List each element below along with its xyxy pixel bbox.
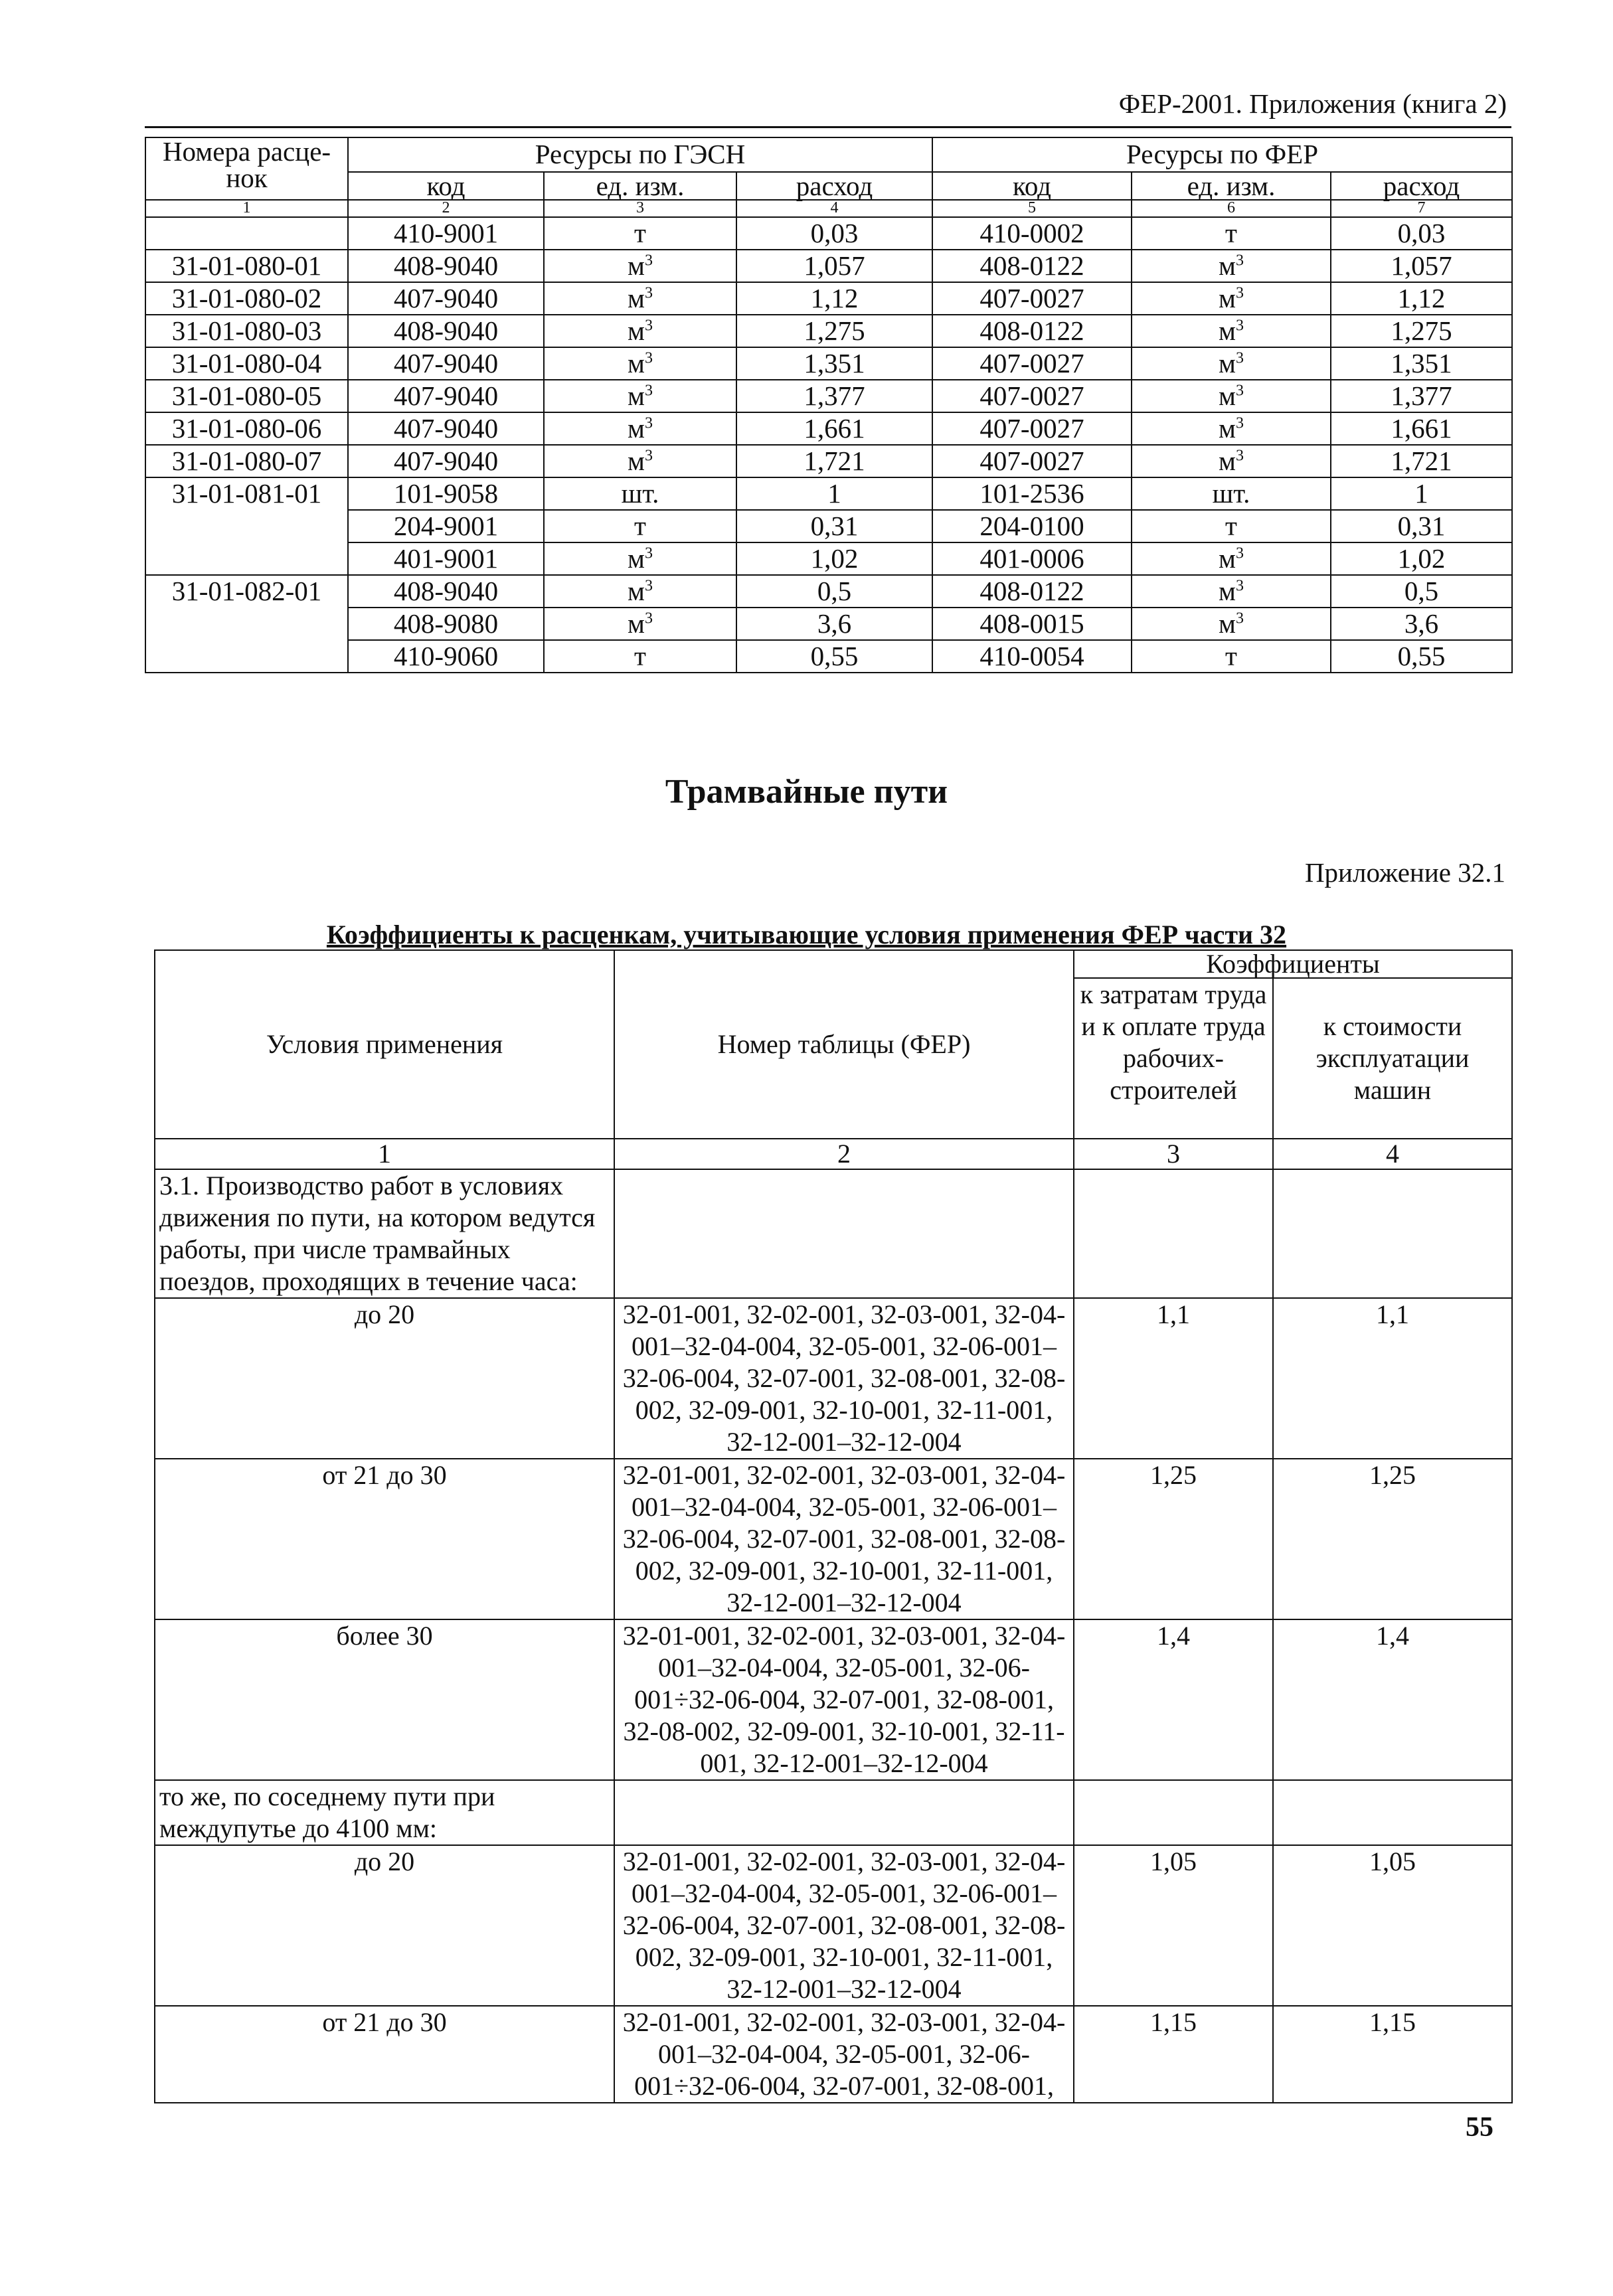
table-cell-rate: [145, 640, 348, 673]
table-cell-rate: 31-01-080-07: [145, 445, 348, 477]
table-cell-fer-qty: 0,03: [1331, 217, 1512, 250]
section-title: Трамвайные пути: [665, 773, 948, 811]
table-cell-fer-unit: $м^3$: [1132, 315, 1331, 347]
table-cell-gesn-unit: $м^3$: [544, 575, 736, 608]
col-number: 4: [1273, 1139, 1512, 1169]
table-cell-condition: до 20: [155, 1845, 614, 2006]
table-cell-gesn-qty: 1,377: [736, 380, 932, 412]
table-cell-gesn-qty: 0,03: [736, 217, 932, 250]
table-row: [145, 542, 1512, 575]
table-cell-rate: 31-01-080-03: [145, 315, 348, 347]
table-cell-gesn-unit: $м^3$: [544, 347, 736, 380]
table-cell-tables: [614, 1169, 1074, 1298]
table-cell-fer-unit: $м^3$: [1132, 445, 1331, 477]
col-number: 1: [155, 1139, 614, 1169]
table-cell-gesn-unit: $м^3$: [544, 445, 736, 477]
col-number: 2: [614, 1139, 1074, 1169]
header-fer-code: код: [932, 172, 1132, 200]
table-cell-gesn-code: 407-9040: [348, 412, 544, 445]
table-row: [145, 217, 1512, 250]
header-divider: [145, 126, 1511, 128]
table-cell-fer-unit: шт.: [1132, 477, 1331, 510]
table-cell-fer-qty: 1,377: [1331, 380, 1512, 412]
table-cell-gesn-code: 407-9040: [348, 380, 544, 412]
table-cell-fer-code: 408-0015: [932, 608, 1132, 640]
header-fer-unit: ед. изм.: [1132, 172, 1331, 200]
table-cell-k2: 1,15: [1273, 2006, 1512, 2103]
table-cell-gesn-unit: $м^3$: [544, 282, 736, 315]
table-cell-k2: 1,25: [1273, 1459, 1512, 1619]
table-row: [155, 1845, 1512, 2006]
table-cell-rate: 31-01-080-02: [145, 282, 348, 315]
table-cell-fer-unit: $м^3$: [1132, 412, 1331, 445]
header-gesn-consumption: расход: [736, 172, 932, 200]
table-cell-gesn-code: 408-9040: [348, 315, 544, 347]
table-cell-fer-qty: 1,02: [1331, 542, 1512, 575]
table-cell-condition: более 30: [155, 1619, 614, 1780]
table-cell-rate: [145, 217, 348, 250]
table-cell-gesn-code: 407-9040: [348, 282, 544, 315]
table-cell-fer-unit: $м^3$: [1132, 282, 1331, 315]
table-cell-k1: [1074, 1169, 1273, 1298]
table-cell-gesn-unit: $м^3$: [544, 412, 736, 445]
coefficients-table: [154, 949, 1513, 2103]
header-table-number: Номер таблицы (ФЕР): [614, 950, 1074, 1139]
table-row: [155, 1169, 1512, 1298]
table-cell-gesn-unit: $м^3$: [544, 250, 736, 282]
table-row: [155, 1780, 1512, 1845]
table-row: [145, 608, 1512, 640]
table-cell-gesn-qty: 3,6: [736, 608, 932, 640]
table-cell-tables: 32-01-001, 32-02-001, 32-03-001, 32-04-001–32-04-004, 32-05-001, 32-06-001–32-06-004, 32-07-001, 32-08-001, 32-08-002, 32-09-001, 32-10-001, 32-11-001, 32-12-001–32-12-004: [614, 1459, 1074, 1619]
table-cell-gesn-unit: т: [544, 640, 736, 673]
header-coefficients: Коэффициенты: [1074, 950, 1512, 978]
table-cell-fer-unit: $м^3$: [1132, 380, 1331, 412]
table-cell-gesn-qty: 1,661: [736, 412, 932, 445]
table-cell-fer-code: 407-0027: [932, 380, 1132, 412]
table-cell-gesn-code: 401-9001: [348, 542, 544, 575]
table-cell-k1: 1,25: [1074, 1459, 1273, 1619]
table-cell-fer-code: 401-0006: [932, 542, 1132, 575]
table-cell-fer-unit: т: [1132, 640, 1331, 673]
table-row: [145, 380, 1512, 412]
table-cell-fer-unit: $м^3$: [1132, 250, 1331, 282]
table-row: [145, 347, 1512, 380]
table-cell-condition: то же, по соседнему пути при междупутье до 4100 мм:: [155, 1780, 614, 1845]
table-cell-gesn-code: 410-9001: [348, 217, 544, 250]
header-fer-resources: Ресурсы по ФЕР: [932, 137, 1512, 172]
table-cell-fer-unit: $м^3$: [1132, 575, 1331, 608]
table-cell-rate: 31-01-080-06: [145, 412, 348, 445]
table-cell-gesn-qty: 1,057: [736, 250, 932, 282]
table-cell-fer-qty: 1: [1331, 477, 1512, 510]
table-cell-tables: 32-01-001, 32-02-001, 32-03-001, 32-04-001–32-04-004, 32-05-001, 32-06-001÷32-06-004, 32-07-001, 32-08-001, 32-08-002, 32-09-001, 32-10-001, 32-11-001, 32-12-001–32-12-004: [614, 1619, 1074, 1780]
table-cell-rate: [145, 542, 348, 575]
table-row: [145, 640, 1512, 673]
table-cell-fer-qty: 1,275: [1331, 315, 1512, 347]
table-cell-fer-qty: 0,5: [1331, 575, 1512, 608]
col-number: 2: [348, 200, 544, 217]
table-cell-gesn-unit: т: [544, 510, 736, 542]
table-cell-tables: 32-01-001, 32-02-001, 32-03-001, 32-04-001–32-04-004, 32-05-001, 32-06-001–32-06-004, 32-07-001, 32-08-001, 32-08-002, 32-09-001, 32-10-001, 32-11-001, 32-12-001–32-12-004: [614, 1845, 1074, 2006]
col-number: 5: [932, 200, 1132, 217]
table-cell-rate: [145, 510, 348, 542]
table-cell-fer-qty: 0,55: [1331, 640, 1512, 673]
table-cell-gesn-unit: т: [544, 217, 736, 250]
table-cell-gesn-qty: 0,31: [736, 510, 932, 542]
table-cell-gesn-code: 408-9040: [348, 575, 544, 608]
table-row: [155, 1459, 1512, 1619]
header-rate-numbers: Номера расце-нок: [145, 137, 348, 200]
table-cell-fer-code: 408-0122: [932, 575, 1132, 608]
table-cell-condition: от 21 до 30: [155, 2006, 614, 2103]
table-cell-fer-code: 410-0054: [932, 640, 1132, 673]
table-cell-gesn-qty: 1,721: [736, 445, 932, 477]
col-number: 4: [736, 200, 932, 217]
table-cell-tables: 32-01-001, 32-02-001, 32-03-001, 32-04-001–32-04-004, 32-05-001, 32-06-001–32-06-004, 32-07-001, 32-08-001, 32-08-002, 32-09-001, 32-10-001, 32-11-001, 32-12-001–32-12-004: [614, 1298, 1074, 1459]
table-row: [145, 445, 1512, 477]
table-cell-fer-unit: $м^3$: [1132, 347, 1331, 380]
page-number: 55: [1466, 2112, 1493, 2143]
table-cell-gesn-unit: $м^3$: [544, 608, 736, 640]
header-gesn-unit: ед. изм.: [544, 172, 736, 200]
col-number: 3: [1074, 1139, 1273, 1169]
header-fer-consumption: расход: [1331, 172, 1512, 200]
header-gesn-resources: Ресурсы по ГЭСН: [348, 137, 932, 172]
header-gesn-code: код: [348, 172, 544, 200]
table-cell-gesn-code: 410-9060: [348, 640, 544, 673]
table-cell-fer-code: 407-0027: [932, 282, 1132, 315]
table-cell-gesn-code: 407-9040: [348, 347, 544, 380]
table-cell-rate: 31-01-080-05: [145, 380, 348, 412]
table-cell-fer-qty: 1,057: [1331, 250, 1512, 282]
table-caption: Коэффициенты к расценкам, учитывающие условия применения ФЕР части 32: [326, 920, 1287, 949]
table-cell-gesn-qty: 0,55: [736, 640, 932, 673]
table-cell-k2: 1,1: [1273, 1298, 1512, 1459]
resources-table: [145, 137, 1513, 673]
table-cell-k2: 1,4: [1273, 1619, 1512, 1780]
table-row: [145, 282, 1512, 315]
table-cell-gesn-unit: $м^3$: [544, 315, 736, 347]
table-cell-k2: 1,05: [1273, 1845, 1512, 2006]
table-row: [145, 477, 1512, 510]
table-cell-fer-code: 204-0100: [932, 510, 1132, 542]
table-cell-condition: 3.1. Производство работ в условиях движения по пути, на котором ведутся работы, при числе трамвайных поездов, проходящих в течение часа:: [155, 1169, 614, 1298]
appendix-label: Приложение 32.1: [1304, 857, 1505, 888]
table-cell-fer-qty: 1,661: [1331, 412, 1512, 445]
table-cell-k1: 1,1: [1074, 1298, 1273, 1459]
table-cell-gesn-unit: шт.: [544, 477, 736, 510]
table-cell-condition: до 20: [155, 1298, 614, 1459]
header-labor-coefficient: к затратам труда и к оплате труда рабочих-строителей: [1074, 978, 1273, 1139]
table-cell-fer-unit: $м^3$: [1132, 608, 1331, 640]
table-cell-k1: 1,4: [1074, 1619, 1273, 1780]
table-cell-fer-unit: т: [1132, 510, 1331, 542]
table-row: [155, 1298, 1512, 1459]
table-row: [145, 315, 1512, 347]
table-cell-gesn-code: 204-9001: [348, 510, 544, 542]
table-cell-k2: [1273, 1780, 1512, 1845]
table-cell-fer-code: 408-0122: [932, 315, 1132, 347]
table-row: [145, 510, 1512, 542]
table-cell-fer-code: 407-0027: [932, 412, 1132, 445]
table-cell-k1: 1,05: [1074, 1845, 1273, 2006]
table-cell-gesn-unit: $м^3$: [544, 542, 736, 575]
table-cell-fer-unit: т: [1132, 217, 1331, 250]
table-row: [155, 1619, 1512, 1780]
col-number: 7: [1331, 200, 1512, 217]
table-cell-gesn-qty: 1,02: [736, 542, 932, 575]
table-cell-gesn-code: 101-9058: [348, 477, 544, 510]
table-row: [145, 575, 1512, 608]
table-cell-fer-code: 101-2536: [932, 477, 1132, 510]
table-cell-gesn-qty: 1,275: [736, 315, 932, 347]
table-cell-fer-unit: $м^3$: [1132, 542, 1331, 575]
table-cell-rate: 31-01-080-04: [145, 347, 348, 380]
table-cell-gesn-qty: 1,12: [736, 282, 932, 315]
table-cell-fer-qty: 1,12: [1331, 282, 1512, 315]
table-row: [145, 412, 1512, 445]
header-machine-coefficient: к стоимости эксплуатации машин: [1273, 978, 1512, 1139]
table-cell-fer-code: 410-0002: [932, 217, 1132, 250]
table-cell-tables: [614, 1780, 1074, 1845]
col-number: 6: [1132, 200, 1331, 217]
col-number: 1: [145, 200, 348, 217]
col-number: 3: [544, 200, 736, 217]
table-cell-fer-code: 407-0027: [932, 347, 1132, 380]
table-cell-fer-qty: 1,351: [1331, 347, 1512, 380]
table-cell-gesn-code: 408-9080: [348, 608, 544, 640]
table-cell-gesn-qty: 1,351: [736, 347, 932, 380]
header-conditions: Условия применения: [155, 950, 614, 1139]
table-cell-k1: [1074, 1780, 1273, 1845]
table-cell-fer-qty: 3,6: [1331, 608, 1512, 640]
table-cell-gesn-code: 408-9040: [348, 250, 544, 282]
table-cell-gesn-qty: 1: [736, 477, 932, 510]
table-cell-gesn-qty: 0,5: [736, 575, 932, 608]
table-cell-condition: от 21 до 30: [155, 1459, 614, 1619]
table-cell-fer-qty: 0,31: [1331, 510, 1512, 542]
table-row: [145, 250, 1512, 282]
table-cell-rate: 31-01-080-01: [145, 250, 348, 282]
table-cell-fer-code: 407-0027: [932, 445, 1132, 477]
page-header: ФЕР-2001. Приложения (книга 2): [1118, 88, 1507, 119]
table-cell-k2: [1273, 1169, 1512, 1298]
table-cell-gesn-unit: $м^3$: [544, 380, 736, 412]
table-cell-fer-qty: 1,721: [1331, 445, 1512, 477]
table-cell-fer-code: 408-0122: [932, 250, 1132, 282]
table-cell-tables: 32-01-001, 32-02-001, 32-03-001, 32-04-001–32-04-004, 32-05-001, 32-06-001÷32-06-004, 32-07-001, 32-08-001,: [614, 2006, 1074, 2103]
table-row: [155, 2006, 1512, 2103]
table-cell-rate: 31-01-081-01: [145, 477, 348, 510]
table-cell-rate: 31-01-082-01: [145, 575, 348, 608]
table-cell-rate: [145, 608, 348, 640]
table-cell-k1: 1,15: [1074, 2006, 1273, 2103]
table-cell-gesn-code: 407-9040: [348, 445, 544, 477]
